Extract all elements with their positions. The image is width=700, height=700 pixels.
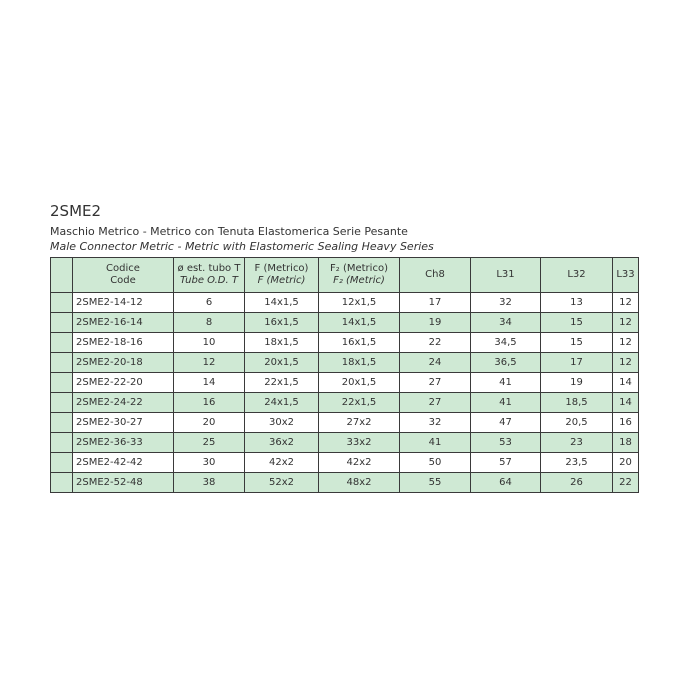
- table-body: [51, 293, 639, 493]
- table-cell: 25: [174, 433, 245, 453]
- table-row: [51, 473, 639, 493]
- table-cell: 13: [541, 293, 613, 313]
- table-cell: 20,5: [541, 413, 613, 433]
- table-cell: 14: [613, 393, 639, 413]
- table-cell: 20x1,5: [245, 353, 319, 373]
- product-code-cell: 2SME2-16-14: [73, 313, 174, 333]
- side-strip-cell: [51, 413, 73, 433]
- table-cell: 12: [613, 333, 639, 353]
- product-code-cell: 2SME2-52-48: [73, 473, 174, 493]
- table-cell: 52x2: [245, 473, 319, 493]
- table-cell: 38: [174, 473, 245, 493]
- table-cell: 16: [613, 413, 639, 433]
- table-cell: 36x2: [245, 433, 319, 453]
- table-cell: 18,5: [541, 393, 613, 413]
- table-row: [51, 433, 639, 453]
- column-header-label: ø est. tubo T: [177, 263, 241, 274]
- column-header: [541, 258, 613, 293]
- description-italian: Maschio Metrico - Metrico con Tenuta Elastomerica Serie Pesante: [50, 225, 408, 238]
- column-header: [319, 258, 400, 293]
- product-code-title: 2SME2: [50, 202, 102, 220]
- column-header-label-en: F (Metric): [257, 275, 306, 286]
- table-cell: 23,5: [541, 453, 613, 473]
- product-code-cell: 2SME2-20-18: [73, 353, 174, 373]
- table-cell: 53: [471, 433, 541, 453]
- column-header: [73, 258, 174, 293]
- table-cell: 55: [400, 473, 471, 493]
- table-cell: 30x2: [245, 413, 319, 433]
- column-header: [400, 258, 471, 293]
- table-cell: 8: [174, 313, 245, 333]
- side-strip-cell: [51, 473, 73, 493]
- table-cell: 16: [174, 393, 245, 413]
- column-header-label: Ch8: [425, 269, 445, 280]
- table-header-row: [51, 258, 639, 293]
- side-strip-cell: [51, 333, 73, 353]
- table-cell: 34: [471, 313, 541, 333]
- table-cell: 10: [174, 333, 245, 353]
- table-cell: 36,5: [471, 353, 541, 373]
- table-cell: 6: [174, 293, 245, 313]
- column-header-label-en: F₂ (Metric): [333, 275, 385, 286]
- column-header-label: F (Metrico): [254, 263, 309, 274]
- table-cell: 32: [471, 293, 541, 313]
- table-cell: 17: [400, 293, 471, 313]
- table-cell: 16x1,5: [245, 313, 319, 333]
- table-cell: 27x2: [319, 413, 400, 433]
- side-strip-cell: [51, 293, 73, 313]
- table-cell: 12: [613, 293, 639, 313]
- column-header-label: L32: [567, 269, 586, 280]
- side-strip-header: [51, 258, 73, 293]
- table-cell: 23: [541, 433, 613, 453]
- column-header-label: L31: [496, 269, 515, 280]
- table-cell: 19: [541, 373, 613, 393]
- table-cell: 12x1,5: [319, 293, 400, 313]
- table-row: [51, 333, 639, 353]
- table-row: [51, 413, 639, 433]
- table-cell: 20: [613, 453, 639, 473]
- table-cell: 22x1,5: [319, 393, 400, 413]
- table-cell: 41: [400, 433, 471, 453]
- table-cell: 19: [400, 313, 471, 333]
- side-strip-cell: [51, 453, 73, 473]
- table-cell: 17: [541, 353, 613, 373]
- table-row: [51, 353, 639, 373]
- table-cell: 18x1,5: [245, 333, 319, 353]
- table-cell: 15: [541, 313, 613, 333]
- column-header-label: L33: [616, 269, 635, 280]
- product-code-cell: 2SME2-24-22: [73, 393, 174, 413]
- table-cell: 27: [400, 373, 471, 393]
- product-code-cell: 2SME2-30-27: [73, 413, 174, 433]
- column-header: [471, 258, 541, 293]
- table-cell: 16x1,5: [319, 333, 400, 353]
- table-cell: 22: [613, 473, 639, 493]
- table-cell: 32: [400, 413, 471, 433]
- table-cell: 26: [541, 473, 613, 493]
- product-code-cell: 2SME2-18-16: [73, 333, 174, 353]
- table-cell: 22x1,5: [245, 373, 319, 393]
- table-cell: 14x1,5: [319, 313, 400, 333]
- column-header: [613, 258, 639, 293]
- side-strip-cell: [51, 353, 73, 373]
- table-cell: 34,5: [471, 333, 541, 353]
- column-header: [245, 258, 319, 293]
- table-row: [51, 393, 639, 413]
- table-cell: 14: [174, 373, 245, 393]
- table-cell: 30: [174, 453, 245, 473]
- table-cell: 20: [174, 413, 245, 433]
- side-strip-cell: [51, 313, 73, 333]
- table-row: [51, 453, 639, 473]
- column-header-label-en: Tube O.D. T: [180, 275, 238, 286]
- spec-table: [50, 257, 639, 493]
- table-cell: 48x2: [319, 473, 400, 493]
- product-code-cell: 2SME2-22-20: [73, 373, 174, 393]
- table-cell: 12: [613, 313, 639, 333]
- table-cell: 24x1,5: [245, 393, 319, 413]
- side-strip-cell: [51, 373, 73, 393]
- table-cell: 41: [471, 373, 541, 393]
- description-english: Male Connector Metric - Metric with Elastomeric Sealing Heavy Series: [50, 240, 434, 253]
- table-cell: 14: [613, 373, 639, 393]
- table-cell: 18: [613, 433, 639, 453]
- table-cell: 15: [541, 333, 613, 353]
- table-cell: 27: [400, 393, 471, 413]
- side-strip-cell: [51, 393, 73, 413]
- product-code-cell: 2SME2-42-42: [73, 453, 174, 473]
- side-strip-cell: [51, 433, 73, 453]
- table-row: [51, 313, 639, 333]
- table-cell: 33x2: [319, 433, 400, 453]
- column-header-label: F₂ (Metrico): [330, 263, 388, 274]
- table-cell: 50: [400, 453, 471, 473]
- product-code-cell: 2SME2-36-33: [73, 433, 174, 453]
- table-cell: 14x1,5: [245, 293, 319, 313]
- product-code-cell: 2SME2-14-12: [73, 293, 174, 313]
- table-row: [51, 373, 639, 393]
- table-cell: 20x1,5: [319, 373, 400, 393]
- column-header: [174, 258, 245, 293]
- table-cell: 18x1,5: [319, 353, 400, 373]
- table-cell: 47: [471, 413, 541, 433]
- table-cell: 12: [613, 353, 639, 373]
- table-cell: 64: [471, 473, 541, 493]
- table-cell: 12: [174, 353, 245, 373]
- heading-block: [50, 202, 660, 254]
- table-cell: 42x2: [245, 453, 319, 473]
- column-header-label: Codice: [106, 263, 140, 274]
- table-cell: 57: [471, 453, 541, 473]
- table-cell: 41: [471, 393, 541, 413]
- table-cell: 42x2: [319, 453, 400, 473]
- table-row: [51, 293, 639, 313]
- table-cell: 22: [400, 333, 471, 353]
- table-cell: 24: [400, 353, 471, 373]
- column-header-label-en: Code: [110, 275, 136, 286]
